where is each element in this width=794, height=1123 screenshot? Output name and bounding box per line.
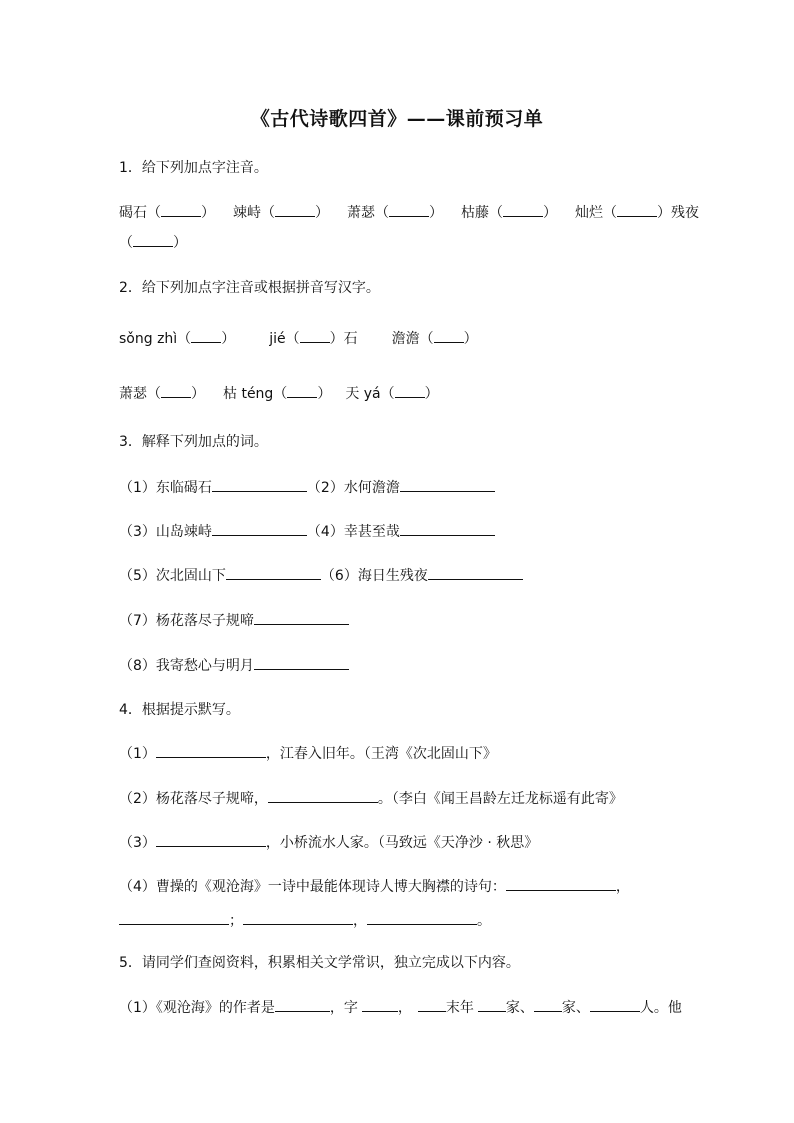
answer-blank[interactable] <box>418 997 446 1012</box>
answer-blank[interactable] <box>243 910 353 925</box>
q1-paren: ） <box>315 205 329 221</box>
answer-blank[interactable] <box>268 788 378 803</box>
q1-item-text: 萧瑟（ <box>347 205 389 221</box>
q3-row4 <box>119 610 349 631</box>
q3-row1 <box>119 477 495 498</box>
q1-row1 <box>119 202 699 223</box>
q2-row1 <box>119 328 478 349</box>
q1-item-text: 碣石（ <box>119 205 161 221</box>
answer-blank[interactable] <box>506 876 616 891</box>
answer-blank[interactable] <box>254 610 349 625</box>
q4-heading: 4．根据提示默写。 <box>119 702 240 718</box>
answer-blank[interactable] <box>161 383 191 398</box>
q1-item-text: 灿烂（ <box>575 205 617 221</box>
answer-blank[interactable] <box>534 997 562 1012</box>
q4-item-text: （2）杨花落尽子规啼， <box>119 791 268 807</box>
answer-blank[interactable] <box>300 328 330 343</box>
answer-blank[interactable] <box>254 655 349 670</box>
q3-row2 <box>119 521 495 542</box>
answer-blank[interactable] <box>395 383 425 398</box>
q2-paren: ） <box>191 386 205 402</box>
answer-blank[interactable] <box>478 997 506 1012</box>
q4-item-text: ， <box>353 913 367 929</box>
q2-item-text: sǒng zhì（ <box>119 331 192 347</box>
q2-item-text: 枯 téng（ <box>223 386 288 402</box>
q1-paren: ） <box>173 235 187 251</box>
q3-item-text: （2）水何澹澹 <box>306 480 400 496</box>
q1-row2 <box>119 232 187 253</box>
q5-row1 <box>119 997 682 1018</box>
answer-blank[interactable] <box>389 202 429 217</box>
q3-item-text: （6）海日生残夜 <box>320 568 428 584</box>
answer-blank[interactable] <box>161 202 201 217</box>
q1-item-text: 竦峙（ <box>233 205 275 221</box>
q4-item-text: 。（李白《闻王昌龄左迁龙标遥有此寄》 <box>377 791 623 807</box>
q5-item-text: 家、 <box>505 1000 534 1016</box>
q5-item-text: ，字 <box>329 1000 358 1016</box>
q3-item-text: （3）山岛竦峙 <box>119 524 212 540</box>
answer-blank[interactable] <box>617 202 657 217</box>
q4-row2 <box>119 788 623 809</box>
answer-blank[interactable] <box>400 521 495 536</box>
q4-item-text: ， <box>615 879 630 895</box>
q3-item-text: （8）我寄愁心与明月 <box>119 658 254 674</box>
q3-item-text: （5）次北固山下 <box>119 568 226 584</box>
answer-blank[interactable] <box>287 383 317 398</box>
q2-row2 <box>119 383 439 404</box>
q3-item-text: （4）幸甚至哉 <box>306 524 400 540</box>
answer-blank[interactable] <box>212 477 307 492</box>
q4-row1 <box>119 743 497 764</box>
answer-blank[interactable] <box>503 202 543 217</box>
q1-paren: ） <box>543 205 557 221</box>
answer-blank[interactable] <box>428 565 523 580</box>
answer-blank[interactable] <box>133 232 173 247</box>
q1-item-text: 枯藤（ <box>461 205 503 221</box>
q3-item-text: （1）东临碣石 <box>119 480 212 496</box>
answer-blank[interactable] <box>590 997 640 1012</box>
answer-blank[interactable] <box>434 328 464 343</box>
answer-blank[interactable] <box>275 202 315 217</box>
q2-item-text: jié（ <box>269 331 300 347</box>
q2-paren: ） <box>424 386 439 402</box>
q4-item-text: ，小桥流水人家。（马致远《天净沙 · 秋思》 <box>265 835 539 851</box>
q4-item-text: 。 <box>477 913 491 929</box>
q5-item-text: 家、 <box>561 1000 590 1016</box>
q1-item-text: ）残夜 <box>657 205 699 221</box>
page-title: 《古代诗歌四首》——课前预习单 <box>250 108 544 130</box>
answer-blank[interactable] <box>226 565 321 580</box>
q3-row5 <box>119 655 349 676</box>
q2-paren: ） <box>317 386 332 402</box>
answer-blank[interactable] <box>119 910 229 925</box>
q5-heading: 5．请同学们查阅资料，积累相关文学常识，独立完成以下内容。 <box>119 955 520 971</box>
q2-paren: ） <box>221 331 236 347</box>
q2-item-text: 萧瑟（ <box>119 386 161 402</box>
q4-item-text: ，江春入旧年。（王湾《次北固山下》 <box>265 746 497 762</box>
q5-item-text: ， <box>397 1000 412 1016</box>
q3-heading: 3．解释下列加点的词。 <box>119 434 268 450</box>
q4-item-text: （1） <box>119 746 156 762</box>
q1-paren: （ <box>119 235 133 251</box>
q2-heading: 2．给下列加点字注音或根据拼音写汉字。 <box>119 280 380 296</box>
q5-item-text: 人。他 <box>639 1000 682 1016</box>
answer-blank[interactable] <box>367 910 477 925</box>
q2-item-text: 天 yá（ <box>345 386 395 402</box>
answer-blank[interactable] <box>156 743 266 758</box>
q4-item-text: ； <box>229 913 243 929</box>
q5-item-text: 末年 <box>445 1000 474 1016</box>
answer-blank[interactable] <box>362 997 398 1012</box>
q3-item-text: （7）杨花落尽子规啼 <box>119 613 254 629</box>
q1-paren: ） <box>201 205 215 221</box>
answer-blank[interactable] <box>191 328 221 343</box>
q2-item-text: 澹澹（ <box>391 331 434 347</box>
q5-item-text: （1）《观沧海》的作者是 <box>119 1000 275 1016</box>
answer-blank[interactable] <box>275 997 330 1012</box>
q1-heading: 1．给下列加点字注音。 <box>119 160 268 176</box>
answer-blank[interactable] <box>400 477 495 492</box>
q4-row5 <box>119 910 491 931</box>
q3-row3 <box>119 565 523 586</box>
q1-paren: ） <box>429 205 443 221</box>
answer-blank[interactable] <box>212 521 307 536</box>
q4-row4 <box>119 876 630 897</box>
q2-paren: ） <box>463 331 478 347</box>
answer-blank[interactable] <box>156 832 266 847</box>
q4-item-text: （4）曹操的《观沧海》一诗中最能体现诗人博大胸襟的诗句： <box>119 879 506 895</box>
q4-row3 <box>119 832 538 853</box>
q2-item-text: ）石 <box>329 331 358 347</box>
q4-item-text: （3） <box>119 835 156 851</box>
